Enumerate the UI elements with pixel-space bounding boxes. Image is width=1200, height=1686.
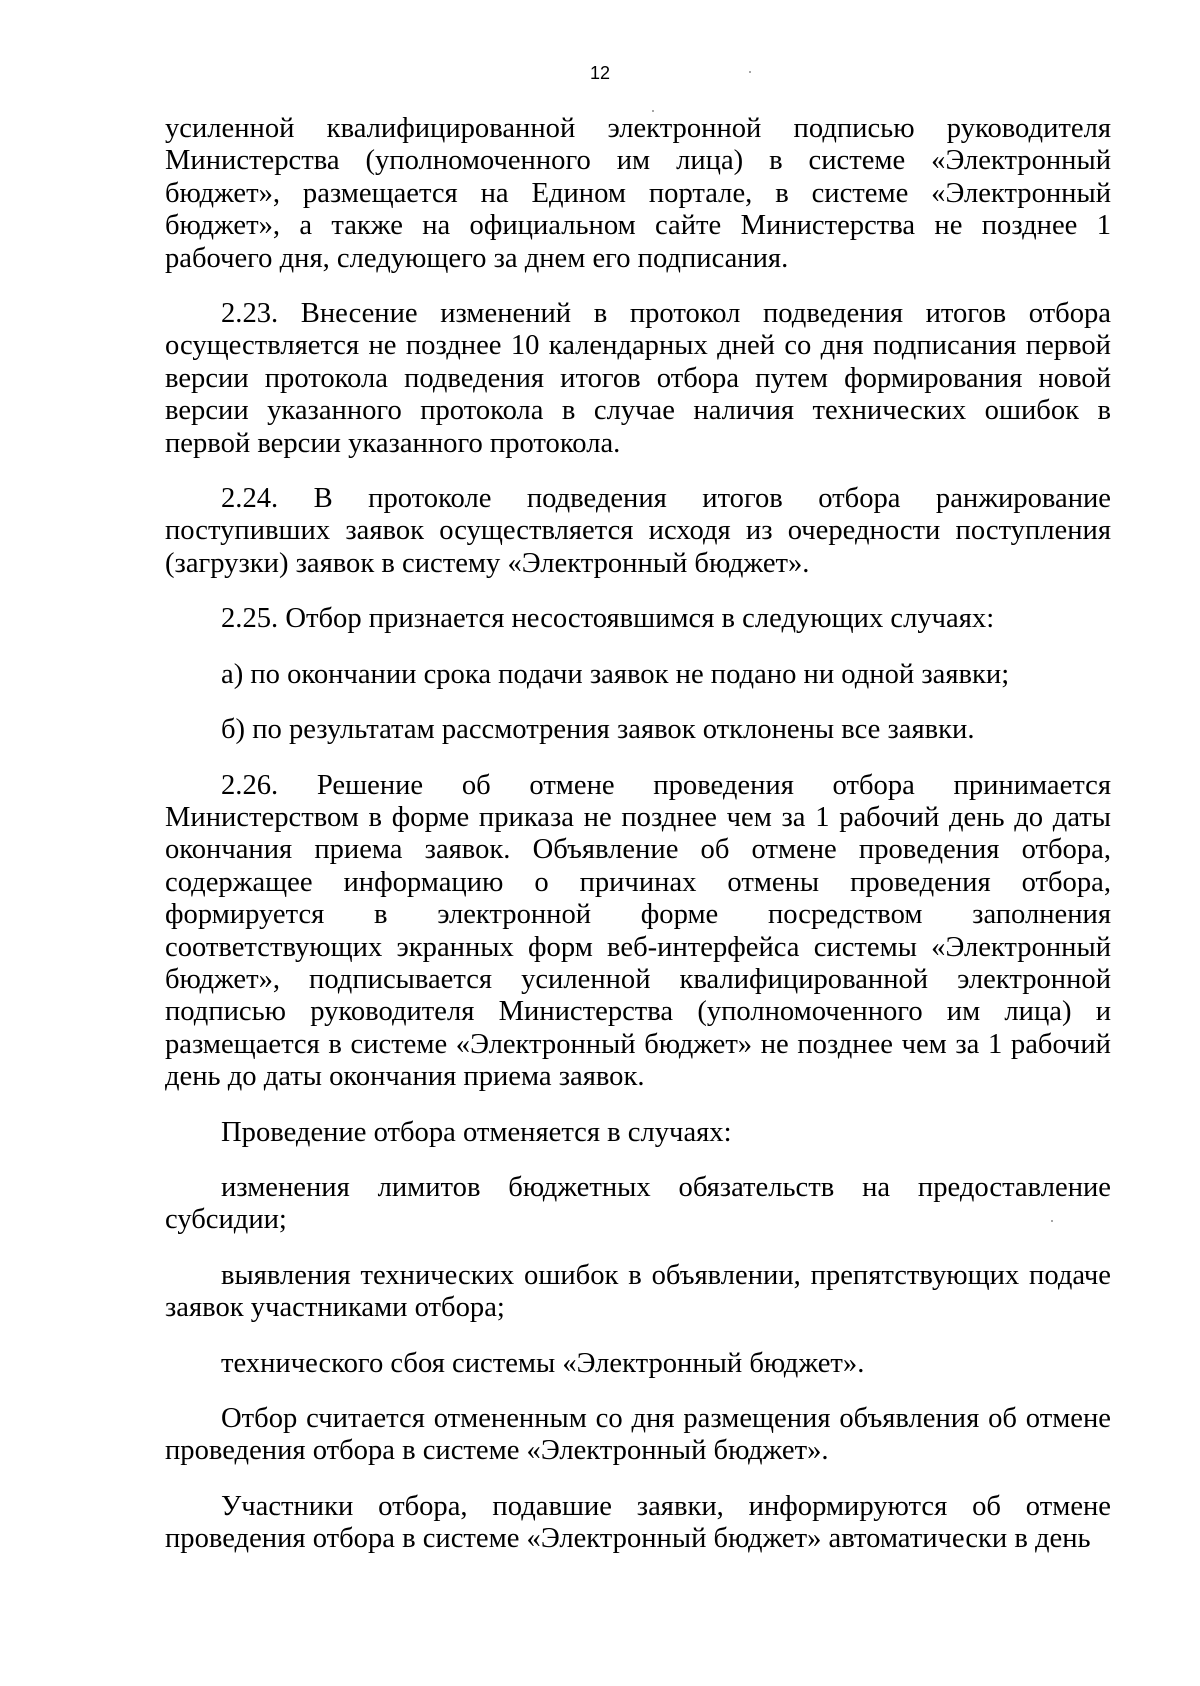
paragraph-cancel-effective: Отбор считается отмененным со дня размещения объявления об отмене проведения отбора в системе «Электронный бюджет». — [165, 1403, 1111, 1467]
scan-speck — [652, 110, 654, 112]
scan-speck — [1051, 1220, 1053, 1222]
paragraph-2-23: 2.23. Внесение изменений в протокол подведения итогов отбора осуществляется не позднее 10 календарных дней со дня подписания первой версии протокола подведения итогов отбора путем формирования новой версии указанного протокола в случае наличия технических ошибок в первой версии указанного протокола. — [165, 298, 1111, 459]
paragraph-continuation: усиленной квалифицированной электронной подписью руководителя Министерства (уполномоченного им лица) в системе «Электронный бюджет», размещается на Едином портале, в системе «Электронный бюджет», а также на официальном сайте Министерства не позднее 1 рабочего дня, следующего за днем его подписания. — [165, 113, 1111, 274]
list-item-b: б) по результатам рассмотрения заявок отклонены все заявки. — [221, 714, 975, 746]
document-body — [165, 113, 1111, 1556]
paragraph-participants-informed: Участники отбора, подавшие заявки, информируются об отмене проведения отбора в системе «Электронный бюджет» автоматически в день — [165, 1490, 1111, 1555]
cancel-case-errors: выявления технических ошибок в объявлении, препятствующих подаче заявок участниками отбора; — [165, 1259, 1111, 1324]
page-number: 12 — [589, 63, 611, 83]
cancel-case-failure: технического сбоя системы «Электронный бюджет». — [221, 1347, 865, 1379]
paragraph-cancel-cases: Проведение отбора отменяется в случаях: — [221, 1116, 732, 1148]
scan-speck — [749, 71, 751, 73]
cancel-case-limits: изменения лимитов бюджетных обязательств на предоставление субсидии; — [165, 1171, 1111, 1236]
paragraph-2-25: 2.25. Отбор признается несостоявшимся в следующих случаях: — [221, 603, 995, 635]
paragraph-2-24: 2.24. В протоколе подведения итогов отбора ранжирование поступивших заявок осуществляется исходя из очередности поступления (загрузки) заявок в систему «Электронный бюджет». — [165, 483, 1111, 579]
list-item-a: а) по окончании срока подачи заявок не подано ни одной заявки; — [221, 658, 1010, 690]
paragraph-2-26: 2.26. Решение об отмене проведения отбора принимается Министерством в форме приказа не позднее чем за 1 рабочий день до даты окончания приема заявок. Объявление об отмене проведения отбора, содержащее информацию о причинах отмены проведения отбора, формируется в электронной форме посредством заполнения соответствующих экранных форм веб-интерфейса системы «Электронный бюджет», подписывается усиленной квалифицированной электронной подписью руководителя Министерства (уполномоченного им лица) и размещается в системе «Электронный бюджет» не позднее чем за 1 рабочий день до даты окончания приема заявок. — [165, 769, 1111, 1093]
